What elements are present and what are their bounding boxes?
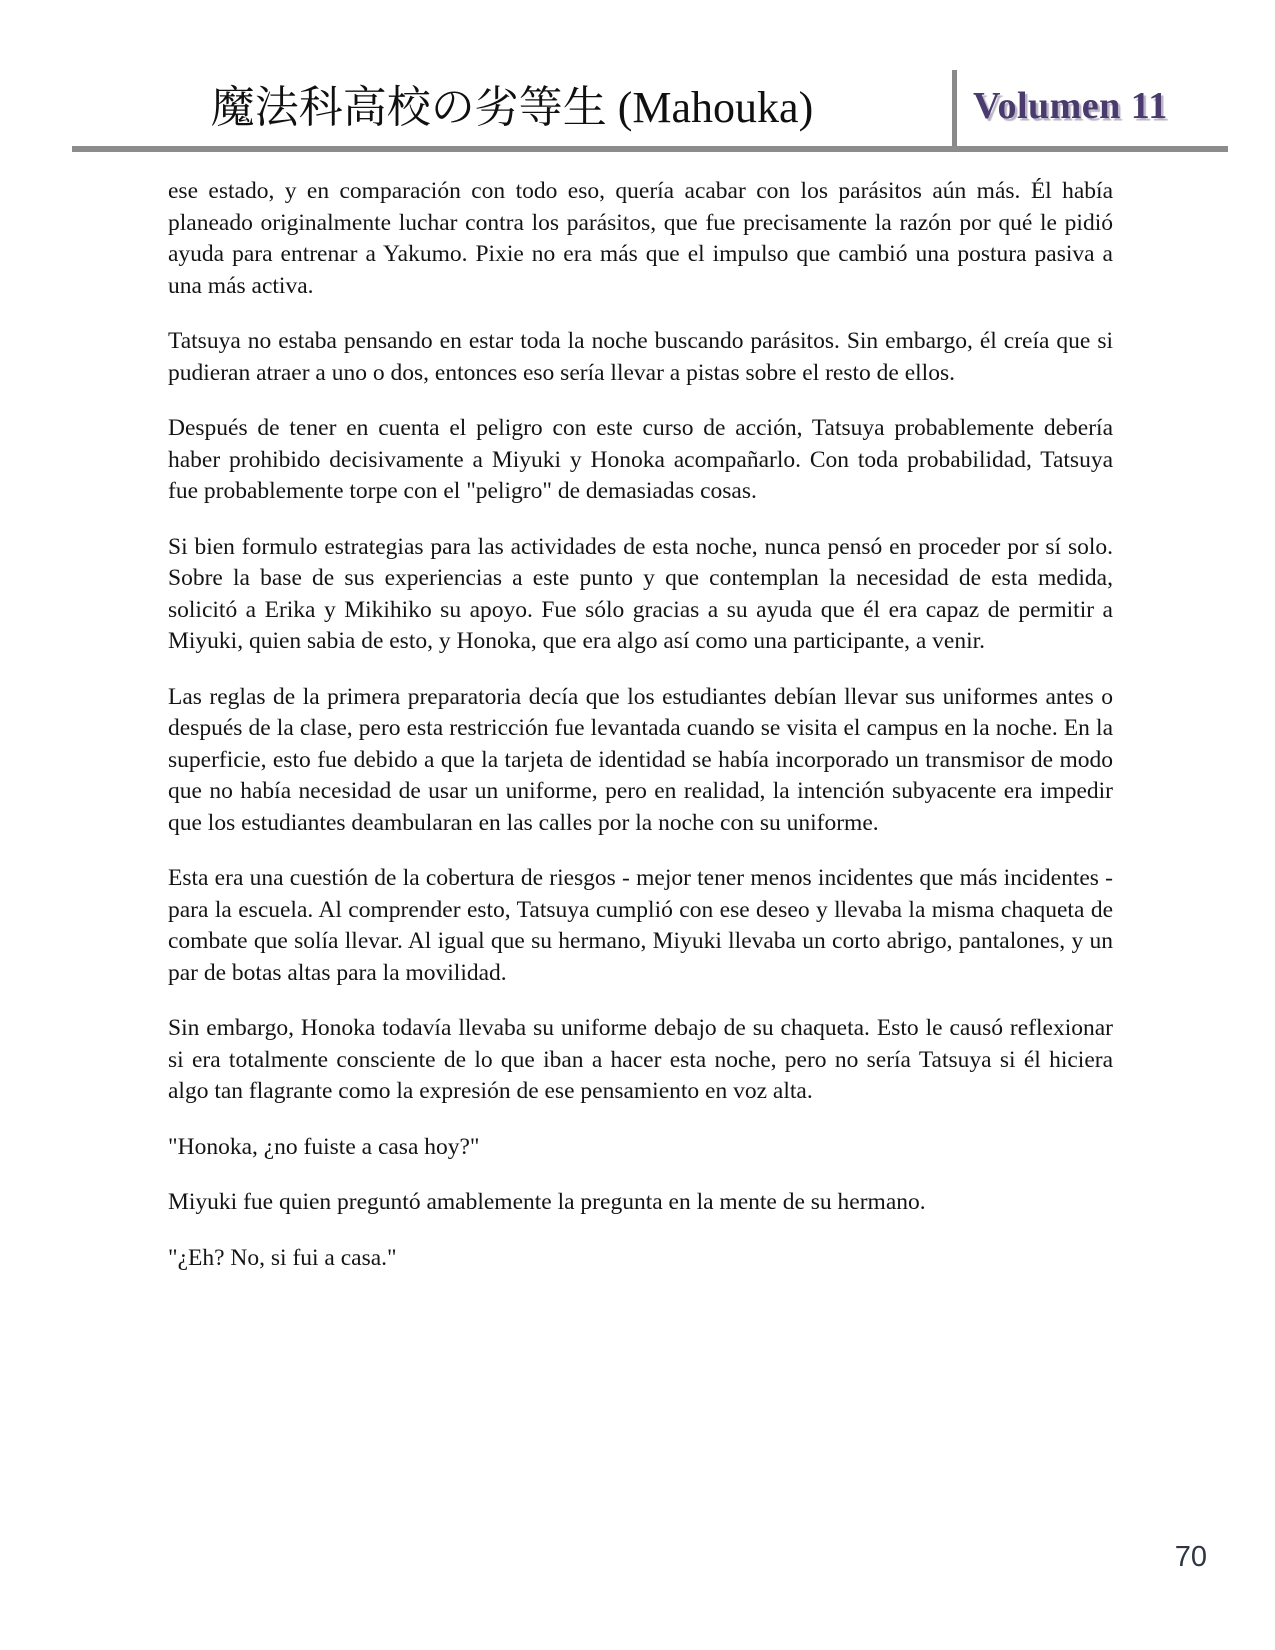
- paragraph: Esta era una cuestión de la cobertura de riesgos - mejor tener menos incidentes que más incidentes - para la escuela. Al comprender esto, Tatsuya cumplió con ese deseo y llevaba la misma chaqueta de combate que solía llevar. Al igual que su hermano, Miyuki llevaba un corto abrigo, pantalones, y un par de botas altas para la movilidad.: [168, 865, 1113, 986]
- paragraph: Miyuki fue quien preguntó amablemente la pregunta en la mente de su hermano.: [168, 1189, 926, 1215]
- paragraph-dialogue: "¿Eh? No, si fui a casa.": [168, 1244, 397, 1271]
- paragraph: Sin embargo, Honoka todavía llevaba su uniforme debajo de su chaqueta. Esto le causó reflexionar si era totalmente consciente de lo que iban a hacer esta noche, pero no sería Tatsuya si él hiciera algo tan flagrante como la expresión de ese pensamiento en voz alta.: [168, 1015, 1113, 1104]
- paragraph: Si bien formulo estrategias para las actividades de esta noche, nunca pensó en proceder por sí solo. Sobre la base de sus experiencias a este punto y que contemplan la necesidad de esta medida, solicitó a Erika y Mikihiko su apoyo. Fue sólo gracias a su ayuda que él era capaz de permitir a Miyuki, quien sabia de esto, y Honoka, que era algo así como una participante, a venir.: [168, 533, 1113, 654]
- header-row: [72, 58, 1228, 146]
- series-title: 魔法科高校の劣等生 (Mahouka): [210, 83, 814, 132]
- paragraph: Tatsuya no estaba pensando en estar toda la noche buscando parásitos. Sin embargo, él creía que si pudieran atraer a uno o dos, entonces eso sería llevar a pistas sobre el resto de ellos.: [168, 328, 1113, 386]
- volume-label: Volumen 11: [973, 85, 1168, 127]
- page-header: [72, 58, 1228, 152]
- paragraph-dialogue: "Honoka, ¿no fuiste a casa hoy?": [168, 1133, 480, 1160]
- page-number: 70: [1174, 1541, 1207, 1573]
- paragraph: ese estado, y en comparación con todo eso, quería acabar con los parásitos aún más. Él había planeado originalmente luchar contra los parásitos, que fue precisamente la razón por qué le pidió ayuda para entrenar a Yakumo. Pixie no era más que el impulso que cambió una postura pasiva a una más activa.: [168, 178, 1113, 299]
- body-text: [168, 176, 1113, 1298]
- header-rule: [72, 146, 1228, 152]
- paragraph: Después de tener en cuenta el peligro con este curso de acción, Tatsuya probablemente debería haber prohibido decisivamente a Miyuki y Honoka acompañarlo. Con toda probabilidad, Tatsuya fue probablemente torpe con el "peligro" de demasiadas cosas.: [168, 415, 1113, 504]
- paragraph: Las reglas de la primera preparatoria decía que los estudiantes debían llevar sus uniformes antes o después de la clase, pero esta restricción fue levantada cuando se visita el campus en la noche. En la superficie, esto fue debido a que la tarjeta de identidad se había incorporado un transmisor de modo que no había necesidad de usar un uniforme, pero en realidad, la intención subyacente era impedir que los estudiantes deambularan en las calles por la noche con su uniforme.: [168, 683, 1113, 836]
